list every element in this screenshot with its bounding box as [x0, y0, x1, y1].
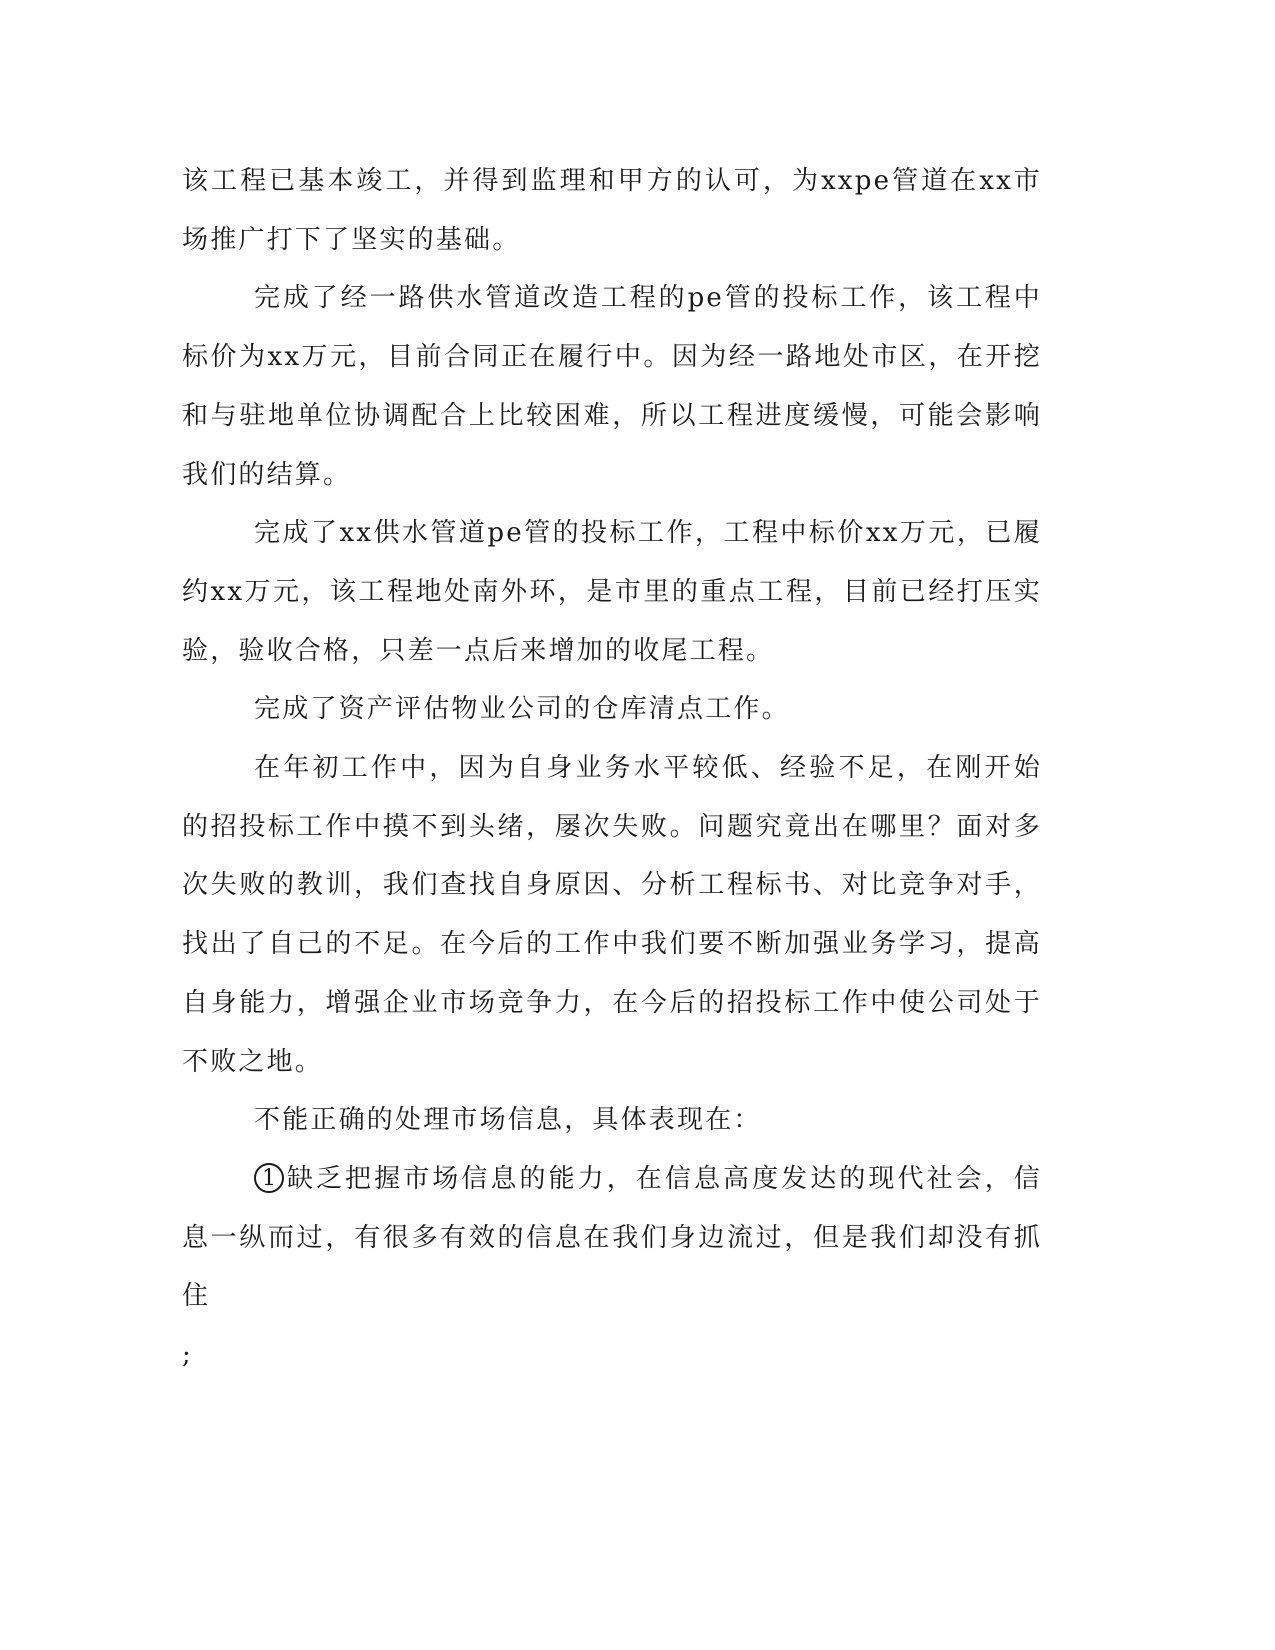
paragraph-6: 不能正确的处理市场信息，具体表现在：	[254, 1105, 762, 1136]
paragraph-5: 在年初工作中，因为自身业务水平较低、经验不足，在刚开始的招投标工作中摸不到头绪，屡次失败。问题究竟出在哪里？面对多次失败的教训，我们查找自身原因、分析工程标书、对比竞争对手，找出了自己的不足。在今后的工作中我们要不断加强业务学习，提高自身能力，增强企业市场竞争力，在今后的招投标工作中使公司处于不败之地。	[182, 753, 1042, 1077]
paragraph-8: ;	[182, 1340, 193, 1371]
paragraph-3: 完成了xx供水管道pe管的投标工作，工程中标价xx万元，已履约xx万元，该工程地处南外环，是市里的重点工程，目前已经打压实验，验收合格，只差一点后来增加的收尾工程。	[182, 518, 1042, 666]
document-body	[182, 152, 1042, 1385]
paragraph-7	[182, 1150, 1042, 1326]
paragraph-7-text: 缺乏把握市场信息的能力，在信息高度发达的现代社会，信息一纵而过，有很多有效的信息在我们身边流过，但是我们却没有抓住	[182, 1163, 1042, 1312]
paragraph-1: 该工程已基本竣工，并得到监理和甲方的认可，为xxpe管道在xx市场推广打下了坚实的基础。	[182, 166, 1042, 255]
paragraph-2: 完成了经一路供水管道改造工程的pe管的投标工作，该工程中标价为xx万元，目前合同正在履行中。因为经一路地处市区，在开挖和与驻地单位协调配合上比较困难，所以工程进度缓慢，可能会影响我们的结算。	[182, 283, 1042, 490]
paragraph-4: 完成了资产评估物业公司的仓库清点工作。	[254, 694, 790, 725]
circled-number-marker: 1	[254, 1163, 284, 1193]
